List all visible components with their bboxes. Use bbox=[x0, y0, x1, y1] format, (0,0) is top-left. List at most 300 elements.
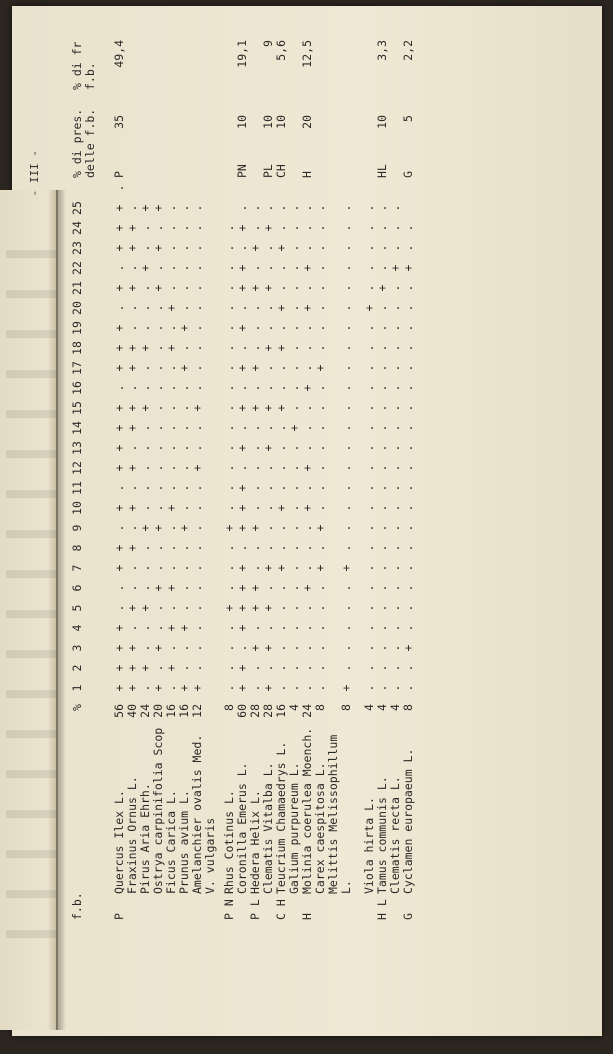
column-number: 8 bbox=[70, 544, 84, 552]
presence-mark: + bbox=[164, 584, 178, 592]
absence-mark: . bbox=[190, 644, 204, 652]
presence-mark: + bbox=[362, 304, 376, 312]
frequency-percent: 8 bbox=[313, 704, 327, 711]
absence-mark: . bbox=[375, 324, 389, 332]
absence-mark: . bbox=[151, 344, 165, 352]
presence-mark: + bbox=[274, 344, 288, 352]
column-number: 6 bbox=[70, 584, 84, 592]
absence-mark: . bbox=[401, 284, 415, 292]
absence-mark: . bbox=[177, 224, 191, 232]
absence-mark: . bbox=[248, 424, 262, 432]
absence-mark: . bbox=[313, 244, 327, 252]
absence-mark: . bbox=[177, 504, 191, 512]
column-number: 15 bbox=[70, 401, 84, 415]
absence-mark: . bbox=[235, 384, 249, 392]
absence-mark: . bbox=[112, 584, 126, 592]
absence-mark: . bbox=[235, 424, 249, 432]
absence-mark: . bbox=[222, 424, 236, 432]
presence-mark: + bbox=[235, 584, 249, 592]
absence-mark: . bbox=[313, 404, 327, 412]
presence-mark: + bbox=[274, 564, 288, 572]
absence-mark: . bbox=[401, 424, 415, 432]
absence-mark: . bbox=[125, 204, 139, 212]
frequency-percent: 40 bbox=[125, 704, 139, 718]
absence-mark: . bbox=[248, 224, 262, 232]
presence-mark: + bbox=[235, 564, 249, 572]
absence-mark: . bbox=[375, 364, 389, 372]
presence-mark: + bbox=[151, 204, 165, 212]
absence-mark: . bbox=[138, 624, 152, 632]
absence-mark: . bbox=[151, 444, 165, 452]
absence-mark: . bbox=[401, 524, 415, 532]
absence-mark: . bbox=[112, 264, 126, 272]
absence-mark: . bbox=[177, 464, 191, 472]
absence-mark: . bbox=[300, 204, 314, 212]
absence-mark: . bbox=[401, 544, 415, 552]
absence-mark: . bbox=[388, 624, 402, 632]
absence-mark: . bbox=[401, 364, 415, 372]
absence-mark: . bbox=[164, 444, 178, 452]
presence-mark: + bbox=[190, 464, 204, 472]
absence-mark: . bbox=[401, 664, 415, 672]
absence-mark: . bbox=[125, 384, 139, 392]
absence-mark: . bbox=[248, 384, 262, 392]
species-name: Amelanchier ovalis Med. bbox=[190, 734, 204, 894]
absence-mark: . bbox=[138, 244, 152, 252]
absence-mark: . bbox=[190, 524, 204, 532]
absence-mark: . bbox=[177, 384, 191, 392]
presence-mark: + bbox=[164, 344, 178, 352]
presence-percent: 10 bbox=[235, 115, 249, 129]
frequency-percent: 4 bbox=[375, 704, 389, 711]
absence-mark: . bbox=[339, 664, 353, 672]
absence-mark: . bbox=[125, 444, 139, 452]
absence-mark: . bbox=[235, 204, 249, 212]
absence-mark: . bbox=[222, 264, 236, 272]
absence-mark: . bbox=[300, 564, 314, 572]
absence-mark: . bbox=[300, 424, 314, 432]
absence-mark: . bbox=[177, 664, 191, 672]
absence-mark: . bbox=[401, 584, 415, 592]
presence-mark: + bbox=[112, 284, 126, 292]
frequency-percent: 4 bbox=[362, 704, 376, 711]
absence-mark: . bbox=[125, 584, 139, 592]
life-form-code: H L bbox=[375, 899, 389, 920]
presence-mark: + bbox=[300, 264, 314, 272]
absence-mark: . bbox=[313, 664, 327, 672]
absence-mark: . bbox=[112, 524, 126, 532]
absence-mark: . bbox=[313, 204, 327, 212]
absence-mark: . bbox=[287, 544, 301, 552]
presence-mark: + bbox=[313, 524, 327, 532]
absence-mark: . bbox=[274, 524, 288, 532]
absence-mark: . bbox=[375, 644, 389, 652]
group-code: PN bbox=[235, 164, 249, 178]
absence-mark: . bbox=[375, 564, 389, 572]
absence-mark: . bbox=[313, 284, 327, 292]
absence-mark: . bbox=[401, 624, 415, 632]
column-number: 18 bbox=[70, 341, 84, 355]
absence-mark: . bbox=[362, 224, 376, 232]
presence-mark: + bbox=[235, 404, 249, 412]
absence-mark: . bbox=[313, 264, 327, 272]
absence-mark: . bbox=[388, 464, 402, 472]
column-number: 22 bbox=[70, 261, 84, 275]
absence-mark: . bbox=[287, 384, 301, 392]
presence-mark: + bbox=[112, 624, 126, 632]
absence-mark: . bbox=[164, 564, 178, 572]
absence-mark: . bbox=[261, 584, 275, 592]
absence-mark: . bbox=[222, 344, 236, 352]
absence-mark: . bbox=[339, 364, 353, 372]
absence-mark: . bbox=[375, 684, 389, 692]
column-number: 25 bbox=[70, 201, 84, 215]
absence-mark: . bbox=[274, 284, 288, 292]
presence-mark: + bbox=[261, 644, 275, 652]
page-number: - III - bbox=[28, 150, 41, 197]
absence-mark: . bbox=[138, 484, 152, 492]
absence-mark: . bbox=[339, 284, 353, 292]
absence-mark: . bbox=[339, 384, 353, 392]
absence-mark: . bbox=[177, 444, 191, 452]
presence-mark: + bbox=[274, 304, 288, 312]
absence-mark: . bbox=[388, 424, 402, 432]
presence-mark: + bbox=[235, 224, 249, 232]
absence-mark: . bbox=[164, 284, 178, 292]
absence-mark: . bbox=[274, 624, 288, 632]
absence-mark: . bbox=[138, 224, 152, 232]
presence-mark: + bbox=[248, 584, 262, 592]
absence-mark: . bbox=[222, 364, 236, 372]
species-name: Rhus Cotinus L. bbox=[222, 790, 236, 894]
absence-mark: . bbox=[190, 564, 204, 572]
absence-mark: . bbox=[362, 244, 376, 252]
absence-mark: . bbox=[261, 524, 275, 532]
species-name: Prunus avium L. bbox=[177, 790, 191, 894]
absence-mark: . bbox=[339, 624, 353, 632]
absence-mark: . bbox=[177, 544, 191, 552]
column-number: 24 bbox=[70, 221, 84, 235]
absence-mark: . bbox=[138, 304, 152, 312]
species-name: Ostrya carpinifolia Scop bbox=[151, 727, 165, 894]
absence-mark: . bbox=[151, 264, 165, 272]
absence-mark: . bbox=[125, 564, 139, 572]
presence-mark: + bbox=[274, 504, 288, 512]
absence-mark: . bbox=[274, 644, 288, 652]
absence-mark: . bbox=[388, 524, 402, 532]
absence-mark: . bbox=[313, 444, 327, 452]
presence-mark: + bbox=[235, 484, 249, 492]
absence-mark: . bbox=[274, 324, 288, 332]
pct-header: % bbox=[70, 704, 84, 711]
absence-mark: . bbox=[164, 404, 178, 412]
column-number: 3 bbox=[70, 644, 84, 652]
absence-mark: . bbox=[287, 504, 301, 512]
absence-mark: . bbox=[362, 344, 376, 352]
presence-mark: + bbox=[112, 364, 126, 372]
absence-mark: . bbox=[274, 584, 288, 592]
presence-mark: + bbox=[125, 464, 139, 472]
absence-mark: . bbox=[287, 264, 301, 272]
absence-mark: . bbox=[235, 344, 249, 352]
absence-mark: . bbox=[164, 224, 178, 232]
presence-mark: + bbox=[248, 364, 262, 372]
column-number: 10 bbox=[70, 501, 84, 515]
absence-mark: . bbox=[164, 644, 178, 652]
absence-mark: . bbox=[112, 184, 126, 192]
frequency-percent: 4 bbox=[287, 704, 301, 711]
absence-mark: . bbox=[375, 444, 389, 452]
presence-mark: + bbox=[112, 664, 126, 672]
absence-mark: . bbox=[125, 304, 139, 312]
absence-mark: . bbox=[375, 624, 389, 632]
absence-mark: . bbox=[274, 444, 288, 452]
absence-mark: . bbox=[362, 424, 376, 432]
frequency-group: 12,5 bbox=[300, 40, 314, 68]
absence-mark: . bbox=[248, 564, 262, 572]
presence-mark: + bbox=[235, 624, 249, 632]
column-number: 5 bbox=[70, 604, 84, 612]
absence-mark: . bbox=[313, 424, 327, 432]
absence-mark: . bbox=[339, 344, 353, 352]
presence-mark: + bbox=[164, 504, 178, 512]
presence-mark: + bbox=[300, 504, 314, 512]
presence-mark: + bbox=[151, 244, 165, 252]
absence-mark: . bbox=[164, 604, 178, 612]
presence-mark: + bbox=[339, 564, 353, 572]
absence-mark: . bbox=[401, 324, 415, 332]
absence-mark: . bbox=[388, 384, 402, 392]
presence-mark: + bbox=[274, 244, 288, 252]
species-name: Clematis Vitalba L. bbox=[261, 762, 275, 894]
absence-mark: . bbox=[261, 424, 275, 432]
absence-mark: . bbox=[177, 264, 191, 272]
absence-mark: . bbox=[164, 464, 178, 472]
presence-mark: + bbox=[248, 244, 262, 252]
absence-mark: . bbox=[300, 624, 314, 632]
presence-percent: 10 bbox=[261, 115, 275, 129]
absence-mark: . bbox=[339, 524, 353, 532]
column-number: 16 bbox=[70, 381, 84, 395]
absence-mark: . bbox=[222, 404, 236, 412]
absence-mark: . bbox=[248, 484, 262, 492]
presence-mark: + bbox=[112, 684, 126, 692]
presence-mark: + bbox=[177, 524, 191, 532]
absence-mark: . bbox=[287, 244, 301, 252]
absence-mark: . bbox=[138, 544, 152, 552]
species-name: Fraxinus Ornus L. bbox=[125, 776, 139, 894]
absence-mark: . bbox=[190, 224, 204, 232]
presence-mark: + bbox=[388, 264, 402, 272]
frequency-percent: 28 bbox=[248, 704, 262, 718]
absence-mark: . bbox=[248, 344, 262, 352]
absence-mark: . bbox=[401, 444, 415, 452]
frequency-percent: 24 bbox=[138, 704, 152, 718]
absence-mark: . bbox=[177, 564, 191, 572]
presence-mark: + bbox=[190, 404, 204, 412]
absence-mark: . bbox=[274, 364, 288, 372]
absence-mark: . bbox=[151, 564, 165, 572]
frequency-percent: 8 bbox=[222, 704, 236, 711]
absence-mark: . bbox=[362, 404, 376, 412]
absence-mark: . bbox=[190, 624, 204, 632]
absence-mark: . bbox=[401, 344, 415, 352]
absence-mark: . bbox=[112, 484, 126, 492]
absence-mark: . bbox=[339, 584, 353, 592]
life-form-code: P bbox=[112, 913, 126, 920]
presence-mark: + bbox=[112, 544, 126, 552]
presence-mark: + bbox=[125, 284, 139, 292]
absence-mark: . bbox=[177, 484, 191, 492]
absence-mark: . bbox=[190, 244, 204, 252]
presence-mark: + bbox=[125, 504, 139, 512]
absence-mark: . bbox=[339, 544, 353, 552]
life-form-code: H bbox=[300, 913, 314, 920]
group-code: H bbox=[300, 171, 314, 178]
absence-mark: . bbox=[190, 304, 204, 312]
absence-mark: . bbox=[151, 624, 165, 632]
column-number: 12 bbox=[70, 461, 84, 475]
presence-mark: + bbox=[339, 684, 353, 692]
absence-mark: . bbox=[112, 604, 126, 612]
presence-mark: + bbox=[313, 564, 327, 572]
absence-mark: . bbox=[261, 624, 275, 632]
species-name: Teucrium Chamaedrys L. bbox=[274, 741, 288, 894]
absence-mark: . bbox=[362, 284, 376, 292]
frequency-percent: 4 bbox=[388, 704, 402, 711]
presence-mark: + bbox=[112, 324, 126, 332]
absence-mark: . bbox=[375, 484, 389, 492]
absence-mark: . bbox=[313, 324, 327, 332]
absence-mark: . bbox=[190, 264, 204, 272]
frequency-percent: 60 bbox=[235, 704, 249, 718]
absence-mark: . bbox=[388, 204, 402, 212]
absence-mark: . bbox=[287, 604, 301, 612]
absence-mark: . bbox=[274, 484, 288, 492]
presence-mark: + bbox=[138, 344, 152, 352]
absence-mark: . bbox=[248, 624, 262, 632]
presence-mark: + bbox=[125, 404, 139, 412]
absence-mark: . bbox=[222, 584, 236, 592]
species-table bbox=[50, 0, 590, 920]
presence-mark: + bbox=[248, 284, 262, 292]
absence-mark: . bbox=[388, 344, 402, 352]
absence-mark: . bbox=[222, 244, 236, 252]
presence-mark: + bbox=[248, 524, 262, 532]
absence-mark: . bbox=[177, 284, 191, 292]
frequency-group: 3,3 bbox=[375, 40, 389, 61]
presence-percent: 10 bbox=[375, 115, 389, 129]
absence-mark: . bbox=[274, 684, 288, 692]
absence-mark: . bbox=[151, 304, 165, 312]
absence-mark: . bbox=[190, 604, 204, 612]
absence-mark: . bbox=[362, 684, 376, 692]
absence-mark: . bbox=[339, 324, 353, 332]
absence-mark: . bbox=[362, 484, 376, 492]
absence-mark: . bbox=[125, 524, 139, 532]
absence-mark: . bbox=[164, 544, 178, 552]
absence-mark: . bbox=[300, 344, 314, 352]
absence-mark: . bbox=[401, 564, 415, 572]
absence-mark: . bbox=[274, 224, 288, 232]
absence-mark: . bbox=[261, 244, 275, 252]
presence-mark: + bbox=[261, 604, 275, 612]
presence-mark: + bbox=[401, 264, 415, 272]
presence-mark: + bbox=[261, 444, 275, 452]
presence-mark: + bbox=[235, 364, 249, 372]
absence-mark: . bbox=[300, 524, 314, 532]
absence-mark: . bbox=[138, 284, 152, 292]
absence-mark: . bbox=[287, 324, 301, 332]
absence-mark: . bbox=[235, 244, 249, 252]
absence-mark: . bbox=[138, 424, 152, 432]
presence-mark: + bbox=[151, 684, 165, 692]
absence-mark: . bbox=[151, 484, 165, 492]
absence-mark: . bbox=[300, 244, 314, 252]
absence-mark: . bbox=[190, 504, 204, 512]
absence-mark: . bbox=[375, 604, 389, 612]
absence-mark: . bbox=[235, 464, 249, 472]
absence-mark: . bbox=[401, 464, 415, 472]
absence-mark: . bbox=[362, 644, 376, 652]
absence-mark: . bbox=[138, 504, 152, 512]
absence-mark: . bbox=[177, 204, 191, 212]
absence-mark: . bbox=[261, 384, 275, 392]
absence-mark: . bbox=[274, 384, 288, 392]
absence-mark: . bbox=[401, 404, 415, 412]
presence-mark: + bbox=[222, 524, 236, 532]
absence-mark: . bbox=[151, 664, 165, 672]
presence-mark: + bbox=[164, 304, 178, 312]
absence-mark: . bbox=[339, 224, 353, 232]
presence-mark: + bbox=[151, 524, 165, 532]
absence-mark: . bbox=[177, 304, 191, 312]
absence-mark: . bbox=[125, 264, 139, 272]
absence-mark: . bbox=[375, 224, 389, 232]
absence-mark: . bbox=[222, 484, 236, 492]
absence-mark: . bbox=[248, 684, 262, 692]
absence-mark: . bbox=[138, 644, 152, 652]
presence-mark: + bbox=[164, 624, 178, 632]
absence-mark: . bbox=[339, 644, 353, 652]
absence-mark: . bbox=[362, 364, 376, 372]
absence-mark: . bbox=[375, 504, 389, 512]
absence-mark: . bbox=[190, 424, 204, 432]
frequency-group: 9 bbox=[261, 40, 275, 47]
presence-mark: + bbox=[112, 644, 126, 652]
absence-mark: . bbox=[401, 244, 415, 252]
presence-mark: + bbox=[235, 284, 249, 292]
absence-mark: . bbox=[339, 604, 353, 612]
absence-mark: . bbox=[222, 624, 236, 632]
species-name: Hedera Helix L. bbox=[248, 790, 262, 894]
absence-mark: . bbox=[300, 324, 314, 332]
absence-mark: . bbox=[313, 344, 327, 352]
absence-mark: . bbox=[339, 204, 353, 212]
absence-mark: . bbox=[138, 384, 152, 392]
presence-mark: + bbox=[112, 504, 126, 512]
absence-mark: . bbox=[222, 684, 236, 692]
absence-mark: . bbox=[339, 504, 353, 512]
absence-mark: . bbox=[190, 384, 204, 392]
absence-mark: . bbox=[248, 464, 262, 472]
absence-mark: . bbox=[274, 264, 288, 272]
presence-mark: + bbox=[138, 264, 152, 272]
presence-mark: + bbox=[177, 364, 191, 372]
absence-mark: . bbox=[401, 484, 415, 492]
frequency-percent: 20 bbox=[151, 704, 165, 718]
presence-mark: + bbox=[235, 604, 249, 612]
